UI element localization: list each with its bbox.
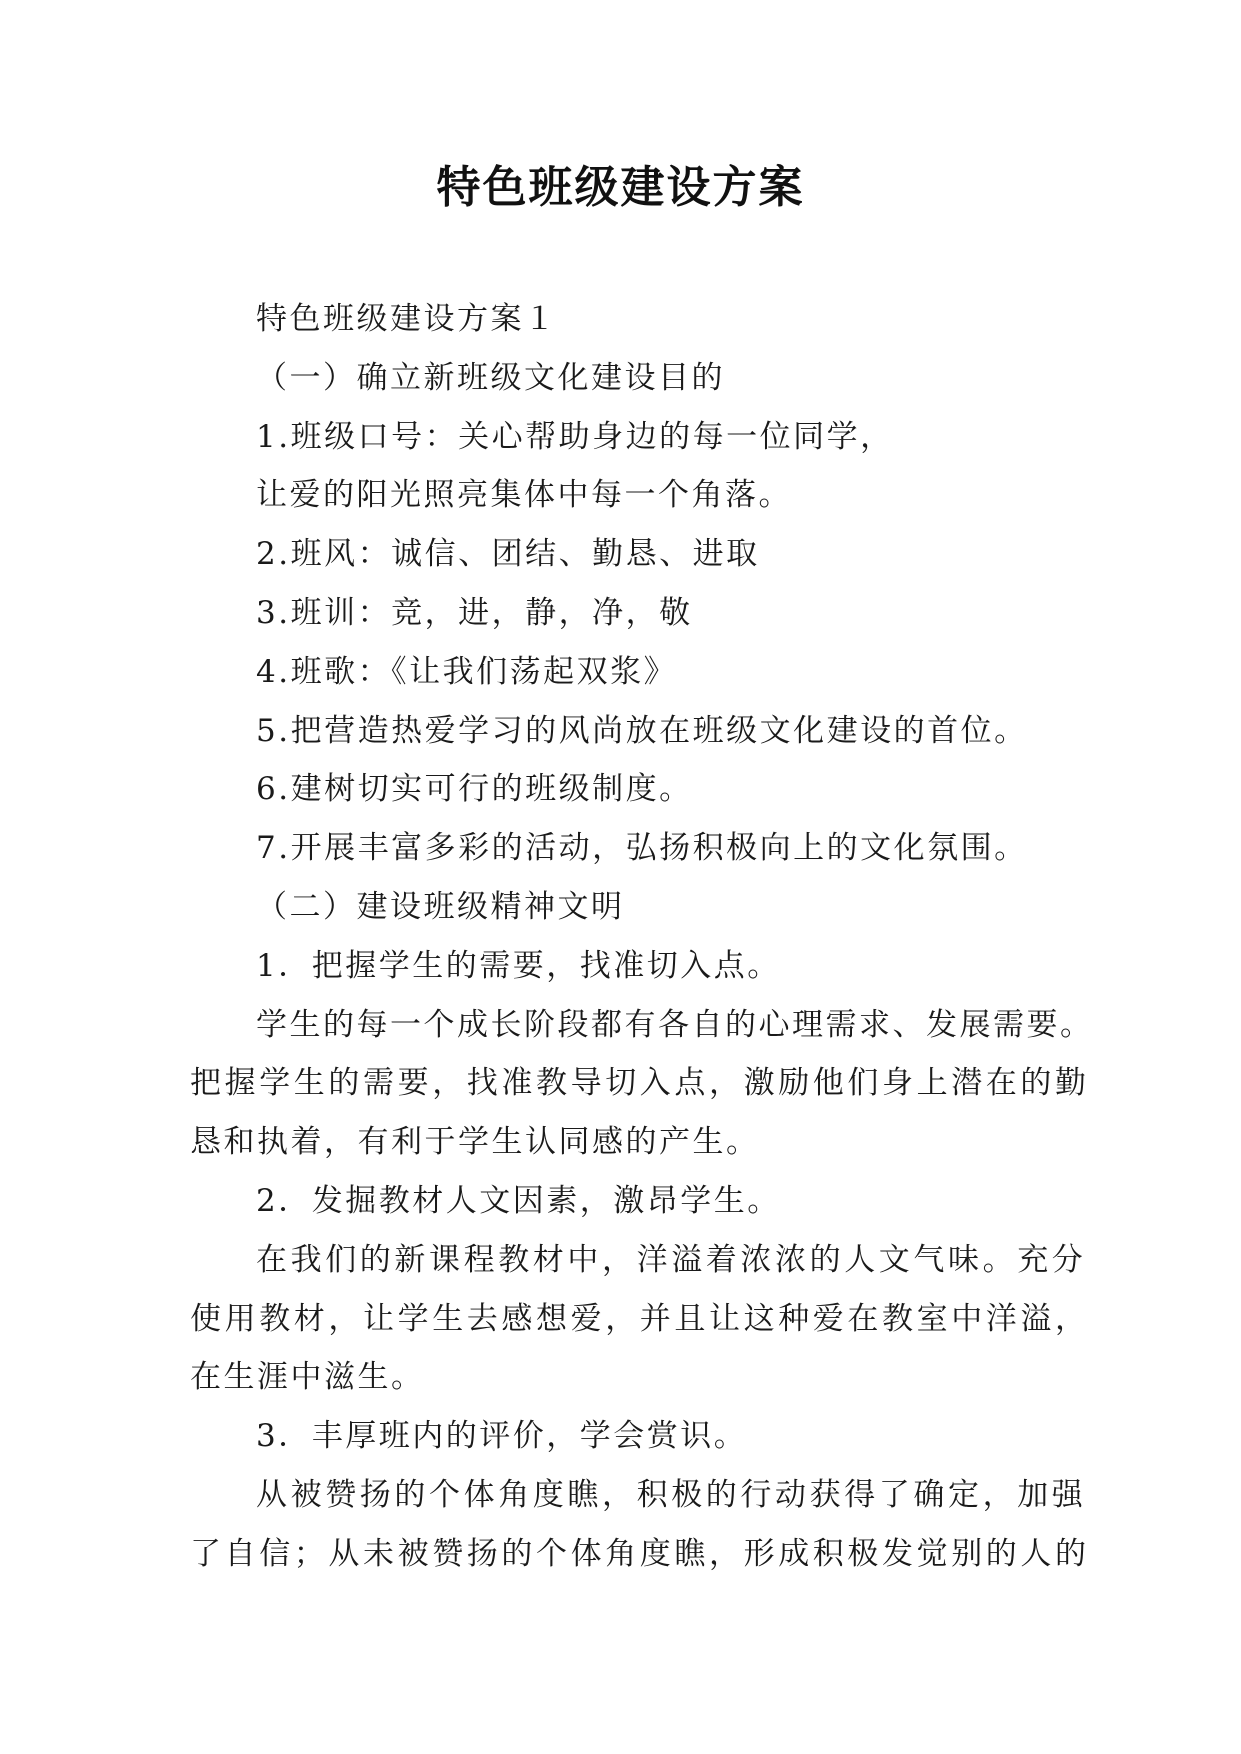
paragraph-line: 恳和执着，有利于学生认同感的产生。: [190, 1124, 760, 1161]
paragraph-line: 在生涯中滋生。: [190, 1359, 425, 1396]
paragraph-line: 了自信；从未被赞扬的个体角度瞧，形成积极发觉别的人的: [190, 1535, 1090, 1572]
subsection-heading: （一）确立新班级文化建设目的: [256, 359, 725, 396]
paragraph-line: 4.班歌：《让我们荡起双浆》: [256, 653, 678, 690]
paragraph-line: 6.建树切实可行的班级制度。: [256, 771, 693, 808]
paragraph-line: 3．丰厚班内的评价，学会赏识。: [256, 1418, 748, 1455]
paragraph-line: 2.班风：诚信、团结、勤恳、进取: [256, 536, 760, 573]
paragraph-line: 在我们的新课程教材中，洋溢着浓浓的人文气味。充分: [256, 1241, 1087, 1278]
paragraph-line: 把握学生的需要，找准教导切入点，激励他们身上潜在的勤: [190, 1065, 1090, 1102]
paragraph-line: 1.班级口号：关心帮助身边的每一位同学，: [256, 418, 894, 455]
section-heading: 特色班级建设方案１: [256, 301, 558, 337]
paragraph-line: 学生的每一个成长阶段都有各自的心理需求、发展需要。: [256, 1006, 1094, 1043]
paragraph-line: 2．发掘教材人文因素，激昂学生。: [256, 1182, 781, 1219]
paragraph-line: 5.把营造热爱学习的风尚放在班级文化建设的首位。: [256, 712, 1028, 749]
paragraph-line: 7.开展丰富多彩的活动，弘扬积极向上的文化氛围。: [256, 830, 1028, 867]
document-body: [190, 290, 1094, 1584]
paragraph-line: 让爱的阳光照亮集体中每一个角落。: [256, 477, 792, 514]
paragraph-line: 3.班训：竞，进，静，净，敬: [256, 594, 693, 631]
paragraph-line: 使用教材，让学生去感想爱，并且让这种爱在教室中洋溢，: [190, 1300, 1090, 1337]
paragraph-line: 从被赞扬的个体角度瞧，积极的行动获得了确定，加强: [256, 1476, 1087, 1513]
paragraph-line: 1．把握学生的需要，找准切入点。: [256, 947, 781, 984]
subsection-heading: （二）建设班级精神文明: [256, 888, 625, 925]
document-title: 特色班级建设方案: [436, 162, 805, 213]
